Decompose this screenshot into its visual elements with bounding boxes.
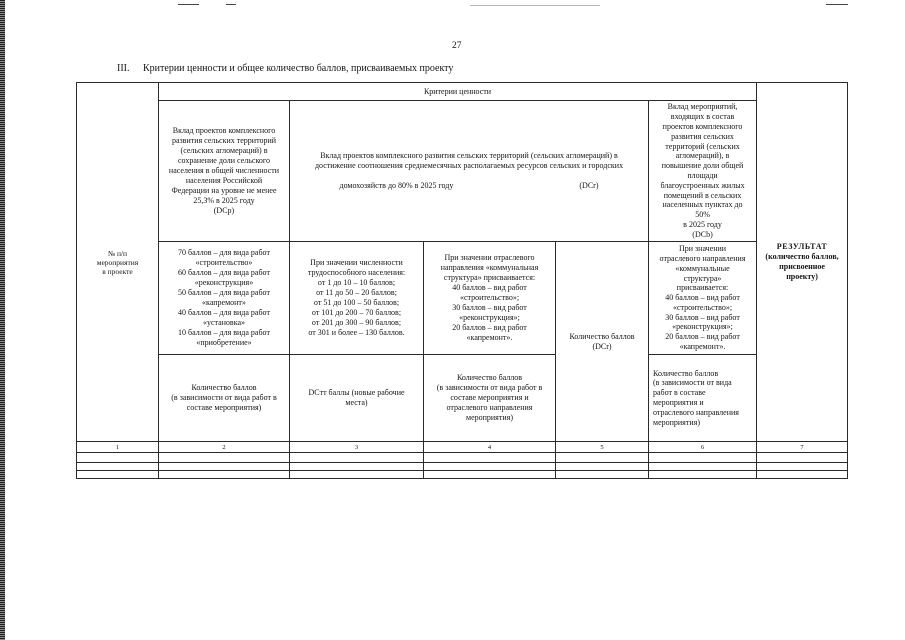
empty-cell [556, 453, 649, 463]
criteria-description-row [77, 101, 848, 242]
empty-cell [757, 471, 848, 479]
dcr-sector-scale: При значении отраслевого направления «коммунальная структура» присваивается: 40 баллов – вид работ «строительство»; 30 баллов – вид работ «реконструкция»; 20 баллов – вид работ «капремонт». [424, 242, 556, 355]
empty-cell [757, 463, 848, 471]
section-heading [117, 63, 453, 75]
empty-cell [77, 471, 159, 479]
column-number-row [77, 442, 848, 453]
dcp-scoring-scale: 70 баллов – для вида работ «строительство» 60 баллов – для вида работ «реконструкция» 50 баллов – для вида работ «капремонт» 40 баллов – для вида работ «установка» 10 баллов – для вида работ «приобретение» [159, 242, 290, 355]
scoring-row [77, 242, 848, 355]
section-numeral: III. [117, 63, 130, 74]
column-number: 5 [556, 442, 649, 453]
scan-artifact [470, 5, 600, 6]
header-row [77, 83, 848, 101]
criterion-dcr-code: (DCr) [579, 181, 599, 190]
result-header-title: РЕЗУЛЬТАТ [776, 242, 828, 251]
empty-cell [424, 463, 556, 471]
empty-cell [77, 463, 159, 471]
dcp-score-note: Количество баллов (в зависимости от вида работ в составе мероприятия) [159, 355, 290, 442]
empty-cell [159, 463, 290, 471]
scan-artifact [826, 4, 848, 5]
column-number: 7 [757, 442, 848, 453]
empty-cell [649, 453, 757, 463]
empty-cell [290, 453, 424, 463]
activity-number-header: № п/п мероприятия в проекте [77, 83, 159, 442]
column-number: 4 [424, 442, 556, 453]
empty-cell [159, 471, 290, 479]
empty-cell [424, 453, 556, 463]
dcb-scoring-scale: При значении отраслевого направления «коммунальные структура» присваивается: 40 баллов – вид работ «строительство»; 30 баллов – вид работ «реконструкция»; 20 баллов – вид работ «капремонт». [649, 242, 757, 355]
criterion-dcr-text: Вклад проектов комплексного развития сельских территорий (сельских агломераций) в достижение соотношения среднемесячных располагаемых ресурсов сельских и городских [314, 151, 624, 170]
criterion-dcb-description: Вклад мероприятий, входящих в состав проектов комплексного развития сельских территорий (сельских агломераций), в повышение доли общей площади благоустроенных жилых помещений в сельских населенных пунктах до 50% в 2025 году (DCb) [649, 101, 757, 242]
criterion-dcr-description [290, 101, 649, 242]
empty-cell [649, 463, 757, 471]
dcr-sector-score-note: Количество баллов (в зависимости от вида работ в составе мероприятия и отраслевого направления мероприятия) [424, 355, 556, 442]
dcb-score-note: Количество баллов (в зависимости от вида работ в составе мероприятия и отраслевого направления мероприятия) [649, 355, 757, 442]
value-criteria-header: Критерии ценности [159, 83, 757, 101]
empty-table-row [77, 471, 848, 479]
result-header [757, 83, 848, 442]
column-number: 2 [159, 442, 290, 453]
criterion-dcr-text-end [292, 181, 646, 191]
empty-cell [290, 471, 424, 479]
dcr-workplaces-score: DCтт баллы (новые рабочие места) [290, 355, 424, 442]
result-header-note: (количество баллов, присвоенное проекту) [765, 252, 839, 281]
column-number: 1 [77, 442, 159, 453]
empty-cell [159, 453, 290, 463]
page-number: 27 [452, 41, 462, 51]
dcr-score-total: Количество баллов (DCr) [556, 242, 649, 442]
empty-cell [556, 463, 649, 471]
scan-edge [0, 0, 5, 640]
empty-cell [77, 453, 159, 463]
criterion-dcp-description: Вклад проектов комплексного развития сельских территорий (сельских агломераций) в сохранение доли сельского населения в общей численности населения Российской Федерации на уровне не менее 25,3% в 2025 году (DCp) [159, 101, 290, 242]
empty-table-row [77, 463, 848, 471]
column-number: 3 [290, 442, 424, 453]
scan-artifact [226, 4, 236, 5]
score-note-row [77, 355, 848, 442]
dcr-workforce-scale: При значении численности трудоспособного населения: от 1 до 10 – 10 баллов; от 11 до 50 – 20 баллов; от 51 до 100 – 50 баллов; от 101 до 200 – 70 баллов; от 201 до 300 – 90 баллов; от 301 и более – 130 баллов. [290, 242, 424, 355]
empty-cell [649, 471, 757, 479]
column-number: 6 [649, 442, 757, 453]
empty-cell [556, 471, 649, 479]
criteria-table [76, 82, 848, 479]
criterion-dcr-text-tail: домохозяйств до 80% в 2025 году [339, 181, 454, 190]
section-title: Критерии ценности и общее количество баллов, присваиваемых проекту [143, 63, 454, 74]
empty-cell [757, 453, 848, 463]
empty-cell [290, 463, 424, 471]
empty-table-row [77, 453, 848, 463]
empty-cell [424, 471, 556, 479]
scan-artifact [178, 4, 199, 5]
